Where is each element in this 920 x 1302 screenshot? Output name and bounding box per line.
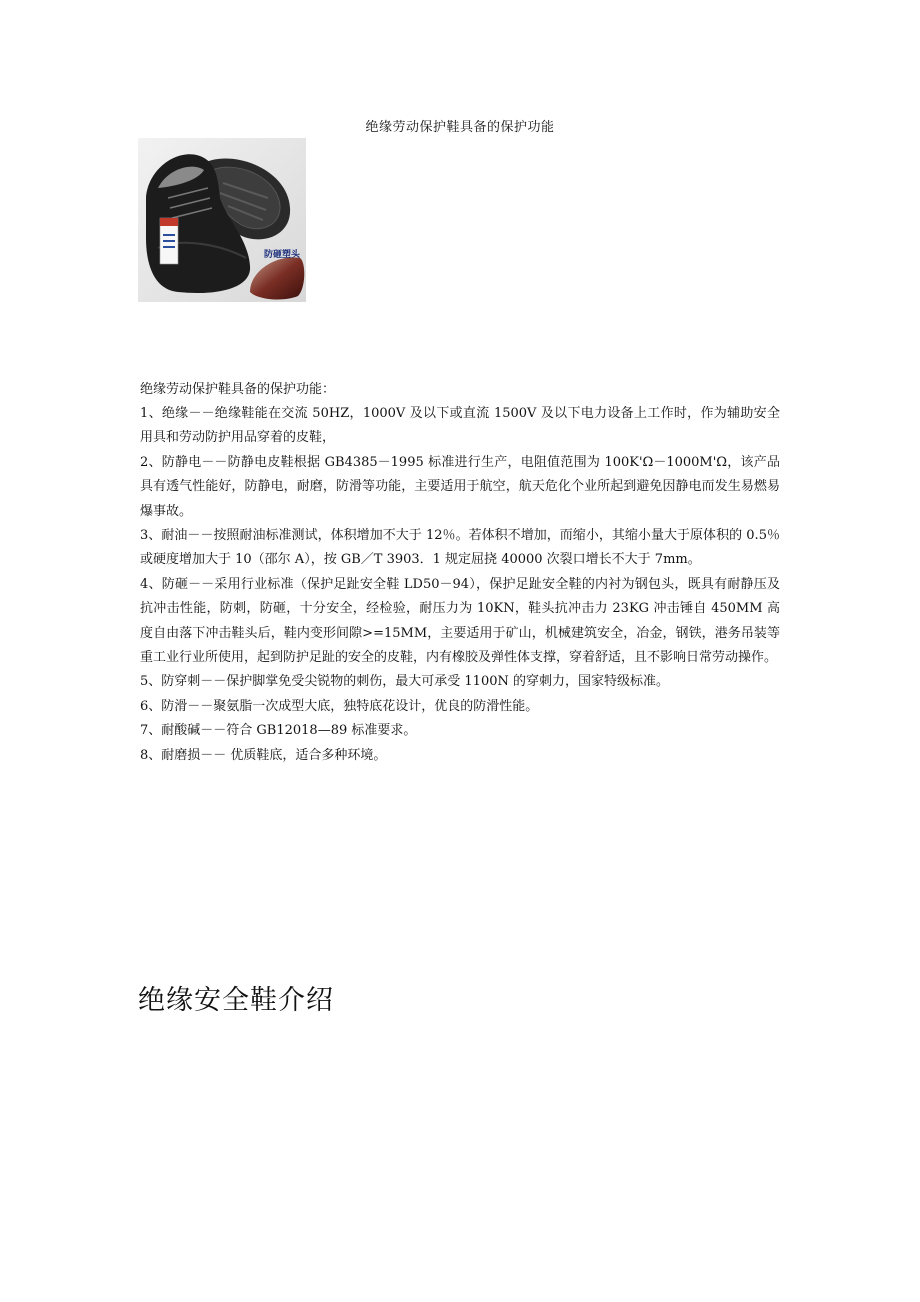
section-heading: 绝缘安全鞋介绍 (138, 985, 334, 1016)
intro-line: 绝缘劳动保护鞋具备的保护功能： (140, 382, 336, 397)
document-title: 绝缘劳动保护鞋具备的保护功能 (365, 120, 555, 135)
list-item: 4、防砸－－采用行业标准（保护足趾安全鞋 LD50－94），保护足趾安全鞋的内衬为钢包头，既具有耐静压及抗冲击性能，防刺，防砸，十分安全，经检验，耐压力为 10KN，鞋头抗冲击力 23KG 冲击锤自 450MM 高度自由落下冲击鞋头后，鞋内变形间隙>=15MM，主要适用于矿山，机械建筑安全，冶金，钢铁，港务吊装等重工业行业所使用，起到防护足趾的安全的皮鞋，内有橡胶及弹性体支撑，穿着舒适，且不影响日常劳动操作。 (140, 576, 780, 666)
list-item: 6、防滑－－聚氨脂一次成型大底，独特底花设计，优良的防滑性能。 (140, 698, 539, 714)
list-item: 5、防穿刺－－保护脚掌免受尖锐物的刺伤，最大可承受 1100N 的穿刺力，国家特级标准。 (140, 674, 669, 690)
list-item: 1、绝缘－－绝缘鞋能在交流 50HZ，1000V 及以下或直流 1500V 及以下电力设备上工作时，作为辅助安全用具和劳动防护用品穿着的皮鞋， (140, 406, 780, 446)
list-item: 3、耐油－－按照耐油标准测试，体积增加不大于 12％。若体积不增加，而缩小，其缩小量大于原体积的 0.5％或硬度增加大于 10（邵尔 A），按 GB／T 3903．1 规定屈挠 40000 次裂口增长不大于 7mm。 (140, 528, 780, 568)
list-item: 7、耐酸碱－－符合 GB12018—89 标准要求。 (140, 723, 417, 739)
toe-cap-label: 防砸塑头 (264, 250, 301, 260)
list-item: 2、防静电－－防静电皮鞋根据 GB4385－1995 标准进行生产，电阻值范围为 100K'Ω－1000M'Ω，该产品具有透气性能好，防静电，耐磨，防滑等功能，主要适用于航空，航天危化个业所起到避免因静电而发生易燃易爆事故。 (140, 454, 780, 519)
feature-list (140, 402, 780, 768)
list-item: 8、耐磨损－－ 优质鞋底，适合多种环境。 (140, 747, 387, 763)
safety-shoe-photo (138, 138, 306, 302)
